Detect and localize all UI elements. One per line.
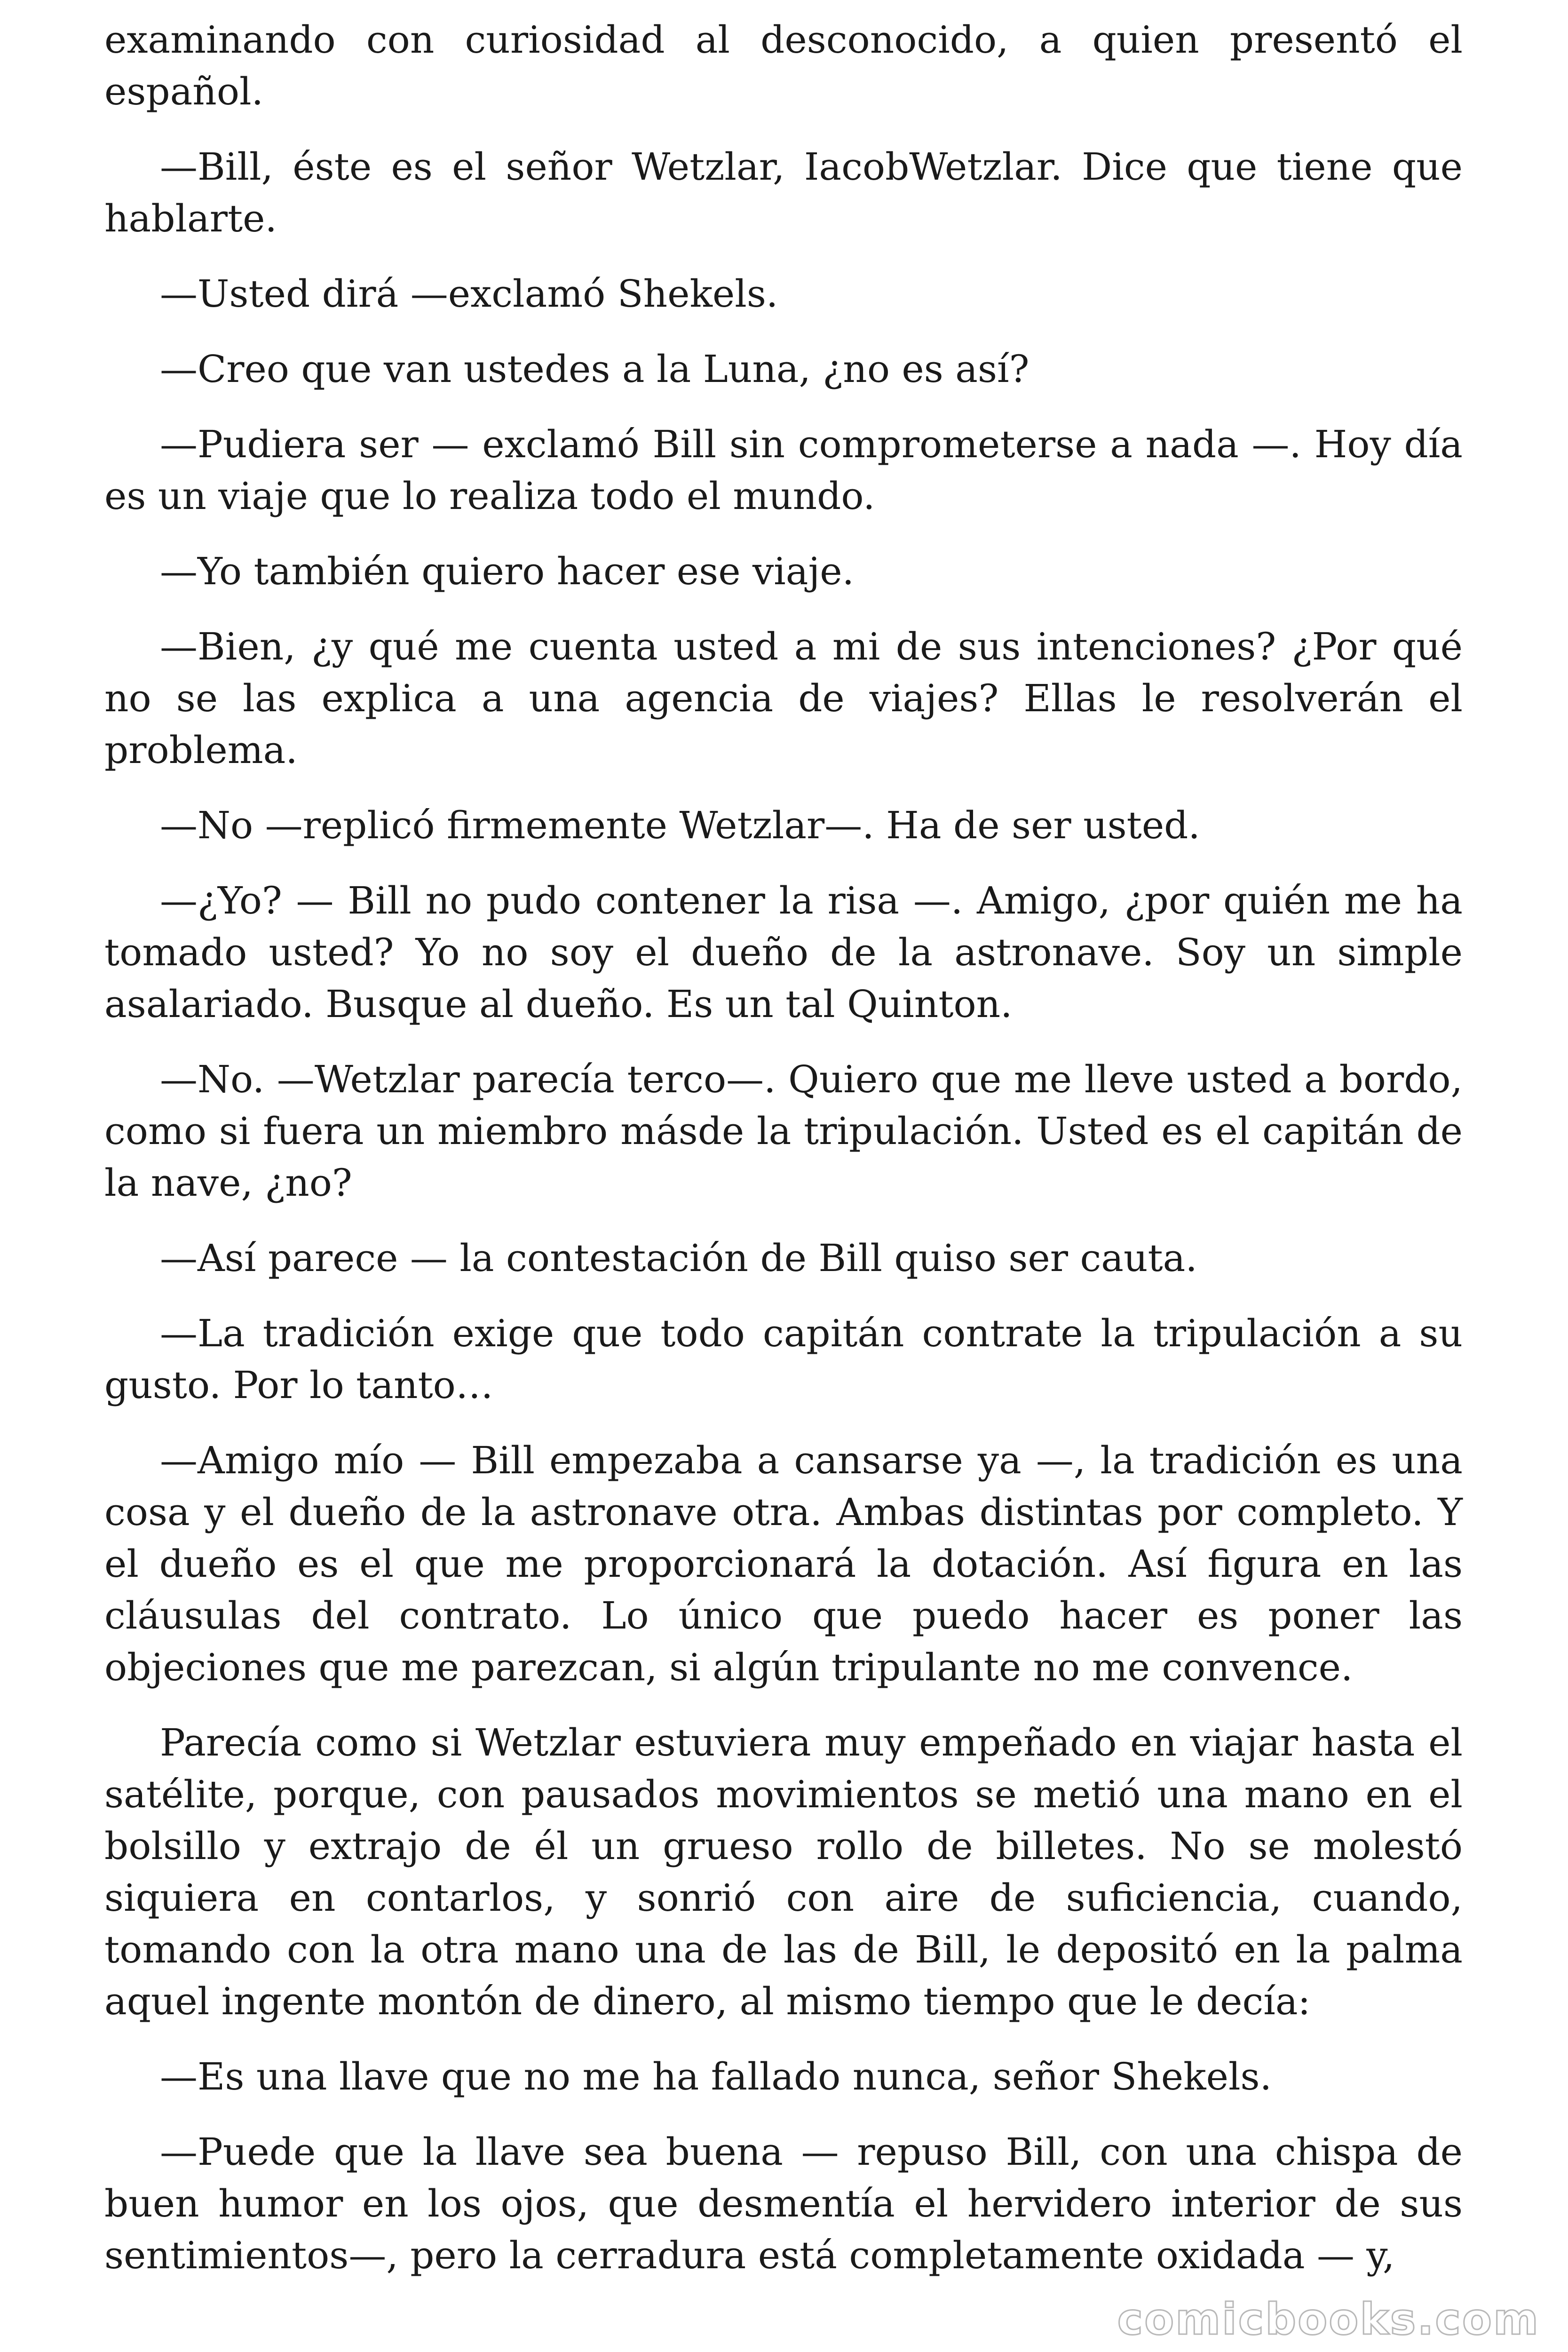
paragraph: —Es una llave que no me ha fallado nunca, señor Shekels.	[160, 2055, 1272, 2098]
paragraph: —Yo también quiero hacer ese viaje.	[160, 549, 855, 593]
paragraph: —Pudiera ser — exclamó Bill sin comprometerse a nada —. Hoy día es un viaje que lo realiza todo el mundo.	[104, 422, 1463, 518]
paragraph: —No. —Wetzlar parecía terco—. Quiero que me lleve usted a bordo, como si fuera un miembro másde la tripulación. Usted es el capitán de la nave, ¿no?	[104, 1057, 1463, 1205]
paragraph: —¿Yo? — Bill no pudo contener la risa —. Amigo, ¿por quién me ha tomado usted? Yo no soy el dueño de la astronave. Soy un simple asalariado. Busque al dueño. Es un tal Quinton.	[104, 879, 1463, 1026]
paragraph: —Creo que van ustedes a la Luna, ¿no es así?	[160, 347, 1029, 391]
paragraph-continuation: examinando con curiosidad al desconocido, a quien presentó el español.	[104, 18, 1463, 113]
paragraph: —Bien, ¿y qué me cuenta usted a mi de sus intenciones? ¿Por qué no se las explica a una agencia de viajes? Ellas le resolverán el problema.	[104, 625, 1463, 772]
paragraph: —La tradición exige que todo capitán contrate la tripulación a su gusto. Por lo tanto…	[104, 1311, 1463, 1407]
paragraph: —Bill, éste es el señor Wetzlar, IacobWetzlar. Dice que tiene que hablarte.	[104, 145, 1463, 240]
paragraph: —Puede que la llave sea buena — repuso Bill, con una chispa de buen humor en los ojos, que desmentía el hervidero interior de sus sentimientos—, pero la cerradura está completamente oxidada — y,	[104, 2130, 1463, 2277]
body-text	[104, 14, 1463, 2305]
paragraph: —No —replicó firmemente Wetzlar—. Ha de ser usted.	[160, 803, 1200, 847]
watermark: comicbooks.com	[1117, 2294, 1540, 2344]
paragraph: —Amigo mío — Bill empezaba a cansarse ya —, la tradición es una cosa y el dueño de la astronave otra. Ambas distintas por completo. Y el dueño es el que me proporcionará la dotación. Así figura en las cláusulas del contrato. Lo único que puedo hacer es poner las objeciones que me parezcan, si algún tripulante no me convence.	[104, 1438, 1463, 1689]
paragraph: —Así parece — la contestación de Bill quiso ser cauta.	[160, 1236, 1197, 1280]
paragraph: Parecía como si Wetzlar estuviera muy empeñado en viajar hasta el satélite, porque, con pausados movimientos se metió una mano en el bolsillo y extrajo de él un grueso rollo de billetes. No se molestó siquiera en contarlos, y sonrió con aire de suficiencia, cuando, tomando con la otra mano una de las de Bill, le depositó en la palma aquel ingente montón de dinero, al mismo tiempo que le decía:	[104, 1721, 1463, 2023]
paragraph: —Usted dirá —exclamó Shekels.	[160, 272, 778, 316]
